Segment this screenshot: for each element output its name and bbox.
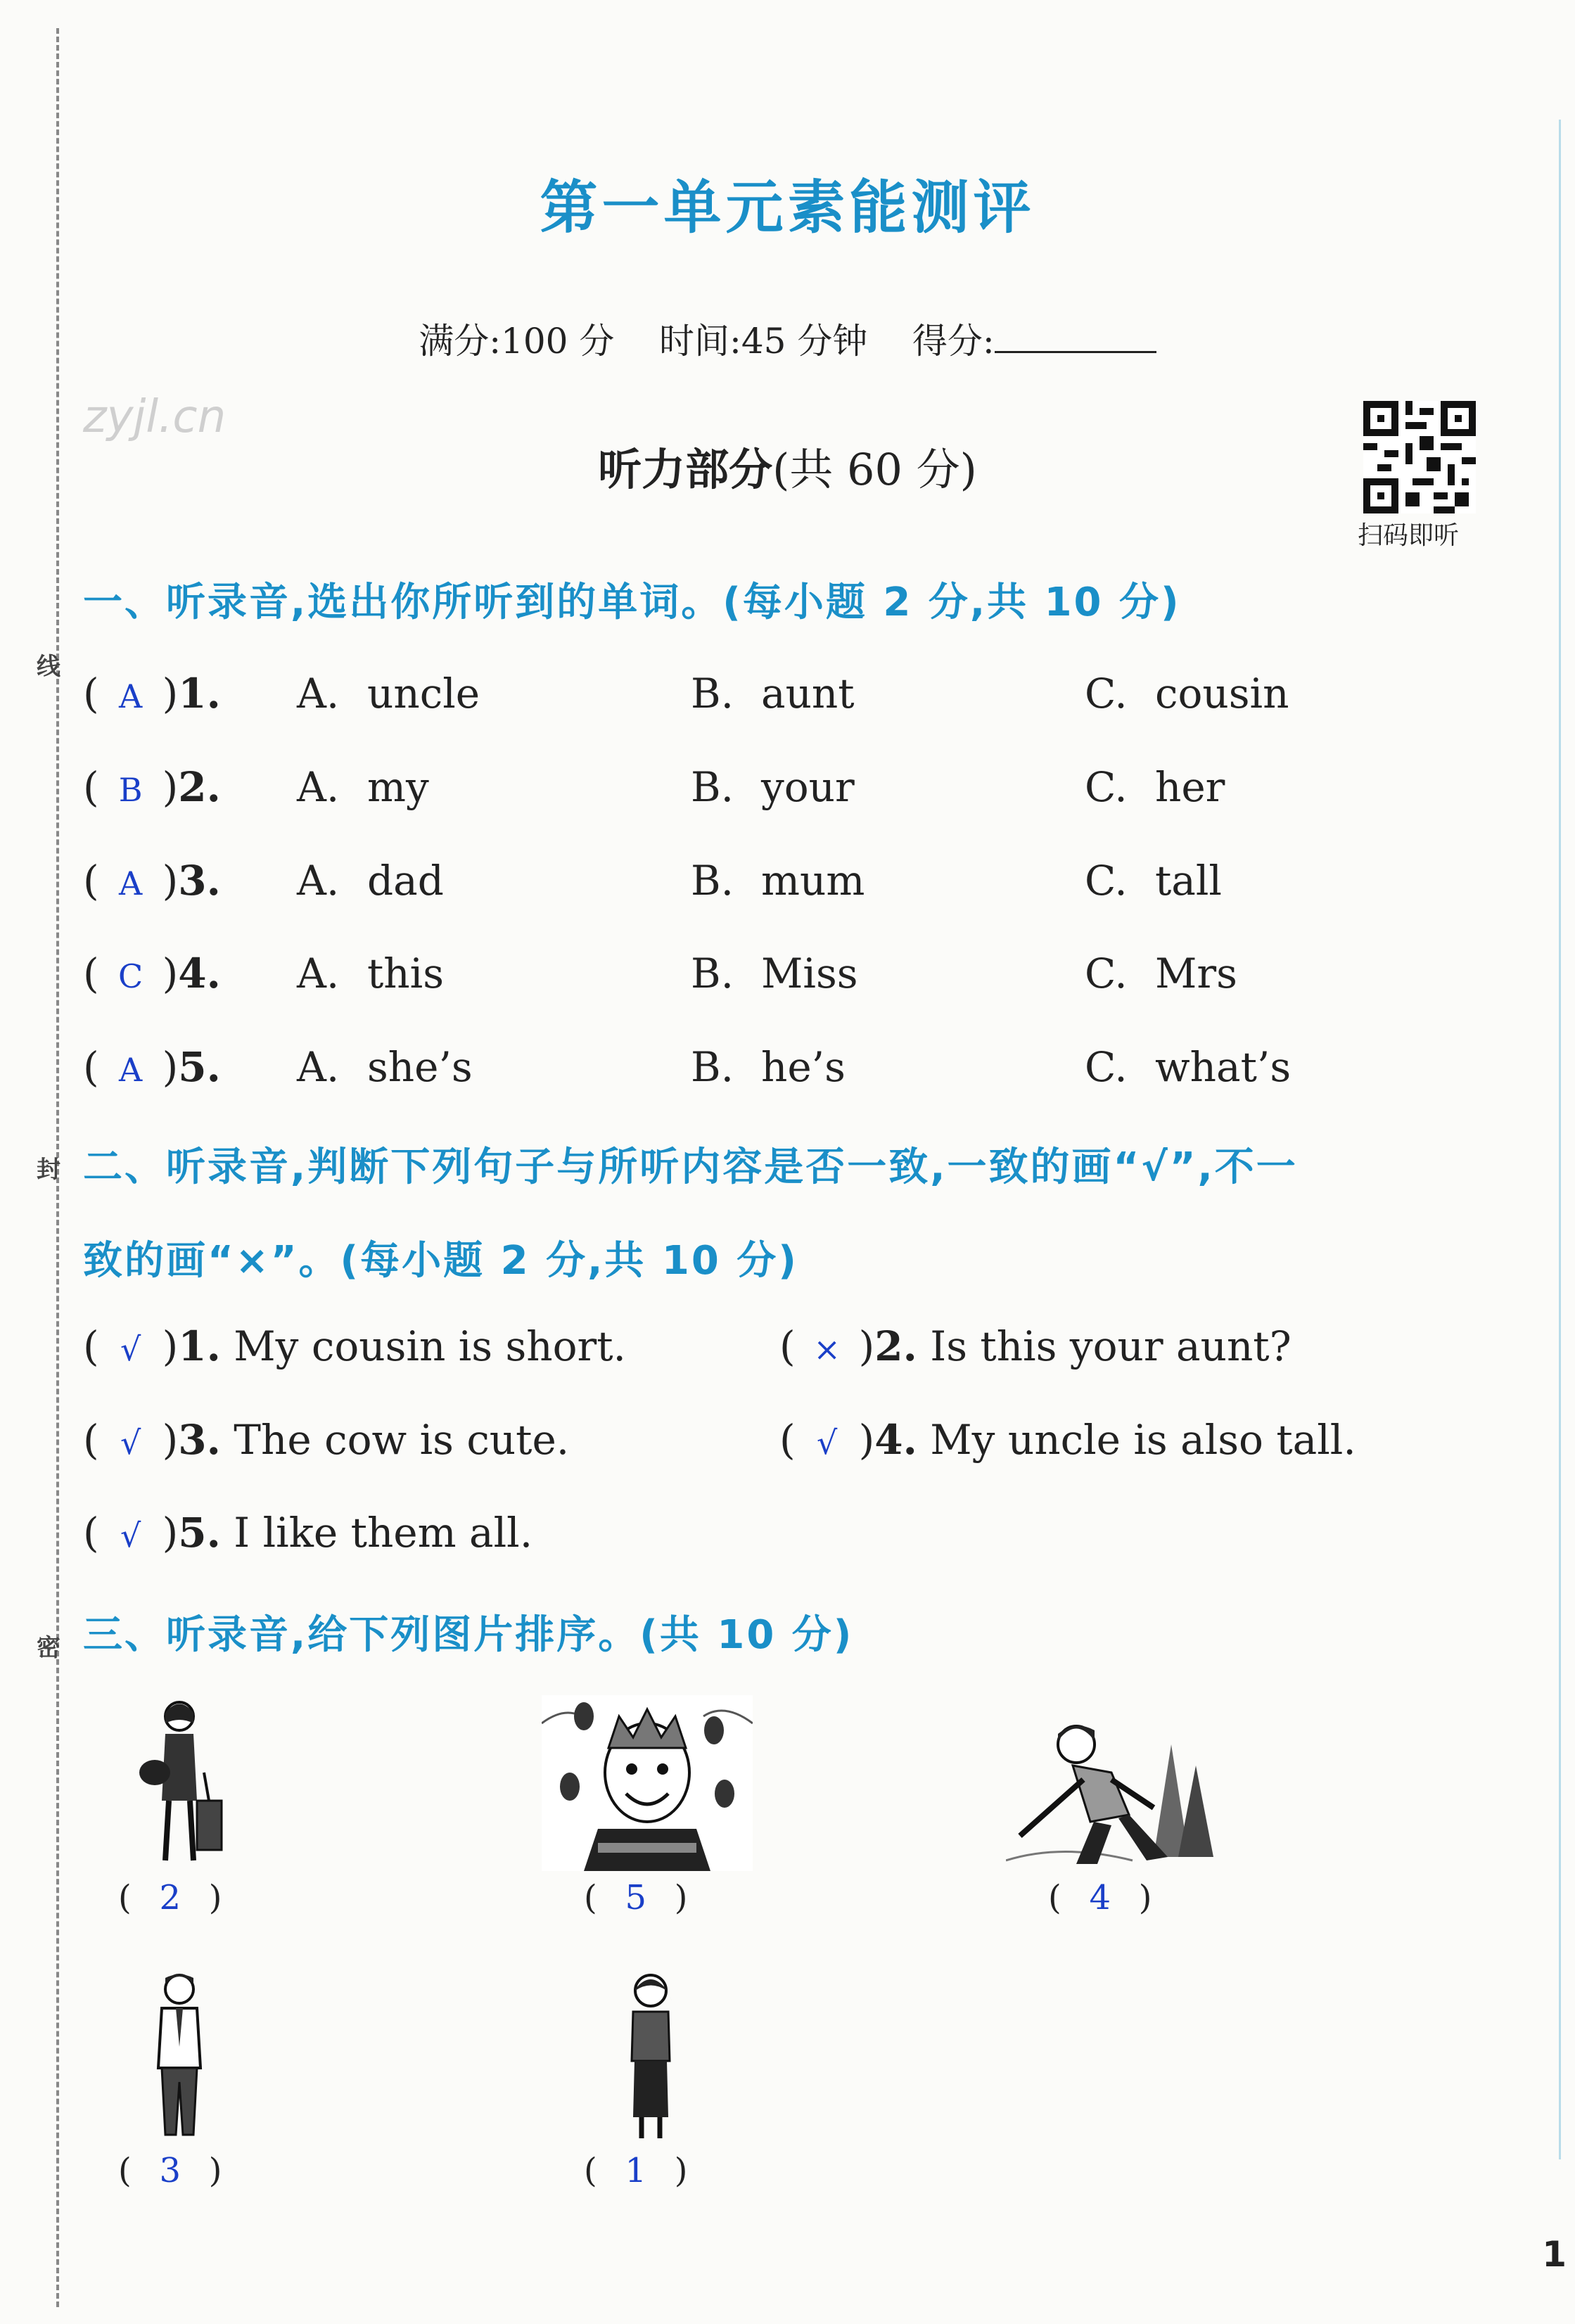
s2-q4-answer: √ bbox=[816, 1424, 838, 1462]
binding-char-mi: 密 bbox=[37, 1634, 60, 1662]
s2-q2[interactable]: ( × )2. Is this your aunt? bbox=[779, 1322, 1292, 1370]
page-edge-strip bbox=[1559, 120, 1575, 2159]
picture5-answer-slot[interactable]: ( 1 ) bbox=[584, 2151, 688, 2190]
qr-code-icon[interactable] bbox=[1363, 401, 1476, 513]
picture4-answer-slot[interactable]: ( 3 ) bbox=[118, 2151, 222, 2190]
section1-title: 一、听录音,选出你所听到的单词。(每小题 2 分,共 10 分) bbox=[83, 580, 1181, 625]
s1-q1-answer: A bbox=[119, 677, 143, 715]
s1-q5-option-a[interactable]: A. she’s bbox=[297, 1043, 473, 1091]
part-title-sub: (共 60 分) bbox=[772, 444, 977, 495]
s1-q4-answer-slot[interactable]: ( C )4. bbox=[83, 950, 221, 997]
man-in-suit-image bbox=[141, 1969, 218, 2145]
score-label: 得分: bbox=[912, 321, 995, 362]
part-title bbox=[0, 435, 1575, 497]
s1-q1-option-a[interactable]: A. uncle bbox=[297, 670, 480, 717]
s2-q3[interactable]: ( √ )3. The cow is cute. bbox=[83, 1416, 570, 1464]
s1-q4-option-c[interactable]: C. Mrs bbox=[1085, 950, 1237, 997]
s1-q3-answer: A bbox=[119, 864, 143, 902]
s1-q2-answer: B bbox=[118, 771, 143, 809]
s1-q2-answer-slot[interactable]: ( B )2. bbox=[83, 763, 221, 811]
s1-q5-answer: A bbox=[119, 1051, 143, 1089]
part-title-main: 听力部分 bbox=[598, 444, 773, 495]
s1-q2-number: 2. bbox=[178, 763, 221, 811]
s1-q2-option-b[interactable]: B. your bbox=[691, 763, 855, 811]
s2-q1-answer: √ bbox=[120, 1330, 141, 1368]
s2-q5-answer: √ bbox=[120, 1517, 141, 1554]
section2-title-line1: 二、听录音,判断下列句子与所听内容是否一致,一致的画“√”,不一 bbox=[83, 1144, 1298, 1190]
picture1-answer-slot[interactable]: ( 2 ) bbox=[118, 1878, 222, 1917]
time-limit: 时间:45 分钟 bbox=[658, 321, 868, 362]
girl-standing-image bbox=[612, 1969, 689, 2145]
score-line bbox=[0, 313, 1575, 364]
s1-q1-option-b[interactable]: B. aunt bbox=[691, 670, 855, 717]
s1-q5-number: 5. bbox=[178, 1043, 221, 1091]
s1-q3-option-c[interactable]: C. tall bbox=[1085, 857, 1222, 905]
page-title: 第一单元素能测评 bbox=[540, 174, 1035, 241]
picture3-answer-slot[interactable]: ( 4 ) bbox=[1048, 1878, 1152, 1917]
woman-in-park-image bbox=[1006, 1702, 1217, 1871]
s1-q1-option-c[interactable]: C. cousin bbox=[1085, 670, 1289, 717]
page-number: 1 bbox=[1542, 2234, 1567, 2275]
s1-q1-number: 1. bbox=[178, 670, 221, 717]
s1-q2-option-a[interactable]: A. my bbox=[297, 763, 429, 811]
s2-q3-answer: √ bbox=[120, 1424, 141, 1462]
watermark: zyjl.cn bbox=[83, 391, 227, 443]
score-blank[interactable] bbox=[995, 323, 1156, 353]
s1-q4-option-a[interactable]: A. this bbox=[297, 950, 444, 997]
s1-q2-option-c[interactable]: C. her bbox=[1085, 763, 1225, 811]
s2-q2-answer: × bbox=[813, 1330, 841, 1368]
s1-q3-option-b[interactable]: B. mum bbox=[691, 857, 865, 905]
s1-q4-answer: C bbox=[118, 957, 144, 995]
qr-label: 扫码即听 bbox=[1358, 521, 1460, 550]
binding-char-feng: 封 bbox=[37, 1156, 60, 1184]
s1-q5-option-c[interactable]: C. what’s bbox=[1085, 1043, 1292, 1091]
woman-with-luggage-image bbox=[127, 1695, 232, 1871]
s1-q4-option-b[interactable]: B. Miss bbox=[691, 950, 858, 997]
s1-q1-answer-slot[interactable]: ( A )1. bbox=[83, 670, 221, 717]
section3-title: 三、听录音,给下列图片排序。(共 10 分) bbox=[83, 1612, 854, 1658]
s2-q5[interactable]: ( √ )5. I like them all. bbox=[83, 1509, 533, 1557]
s1-q3-answer-slot[interactable]: ( A )3. bbox=[83, 857, 221, 905]
s2-q4[interactable]: ( √ )4. My uncle is also tall. bbox=[779, 1416, 1356, 1464]
section2-title-line2: 致的画“×”。(每小题 2 分,共 10 分) bbox=[83, 1238, 798, 1284]
s2-q1[interactable]: ( √ )1. My cousin is short. bbox=[83, 1322, 626, 1370]
picture2-answer-slot[interactable]: ( 5 ) bbox=[584, 1878, 688, 1917]
s1-q3-number: 3. bbox=[178, 857, 221, 905]
s1-q5-option-b[interactable]: B. he’s bbox=[691, 1043, 846, 1091]
s1-q3-option-a[interactable]: A. dad bbox=[297, 857, 444, 905]
s1-q4-number: 4. bbox=[178, 950, 221, 997]
full-score: 满分:100 分 bbox=[419, 321, 615, 362]
s1-q5-answer-slot[interactable]: ( A )5. bbox=[83, 1043, 221, 1091]
binding-char-xian: 线 bbox=[37, 653, 60, 681]
boy-with-pears-image bbox=[542, 1695, 753, 1871]
